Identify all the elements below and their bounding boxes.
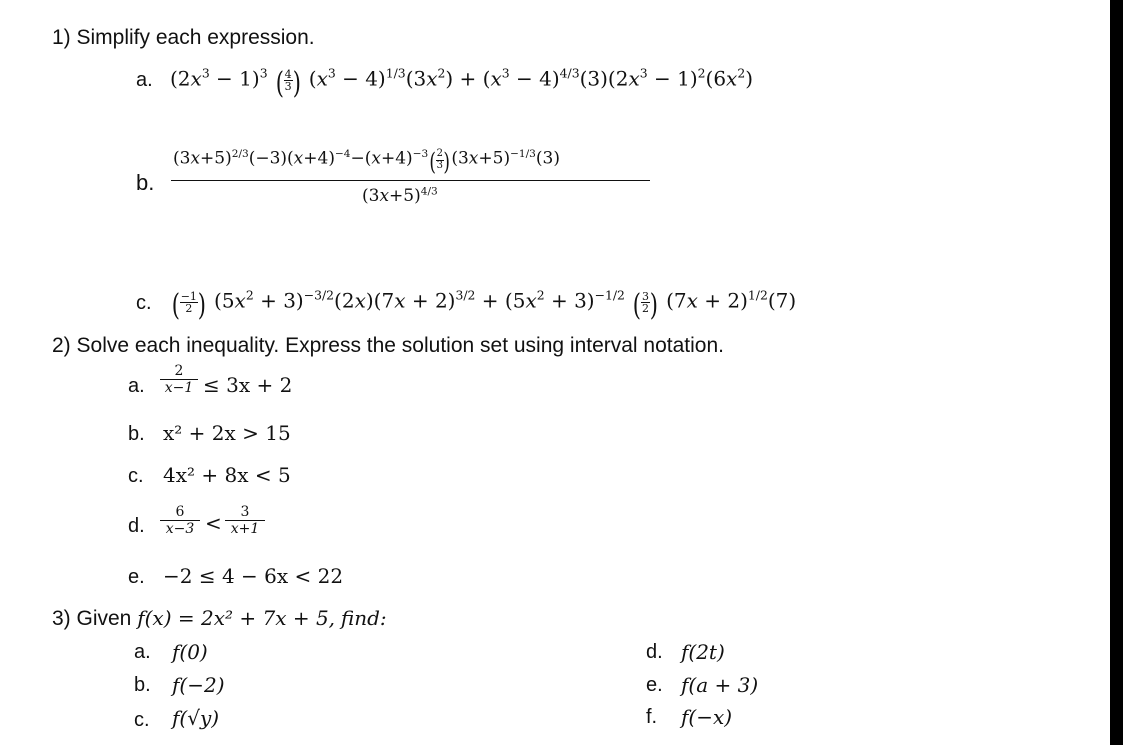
problem-2a-denominator: x−1: [164, 380, 194, 396]
problem-2e-label: e.: [128, 566, 145, 588]
problem-1a-expression: $(2x^3 - 1)^3$ ( $\frac{4}{3}$ ) $(x^3 - 4)^{1/3}(3x^2) + (x^3 - 4)^{4/3}(3)(2x^3 - 1)^2(6x^2)$: [170, 65, 754, 101]
problem-3-heading: [52, 606, 387, 631]
problem-3-heading-suffix: find:: [340, 606, 387, 630]
problem-2a-numerator: 2: [160, 363, 198, 380]
problem-2b-label: b.: [128, 423, 145, 445]
problem-2-heading: 2) Solve each inequality. Express the solution set using interval notation.: [52, 334, 724, 357]
problem-3d-expression: f(2t): [681, 640, 725, 664]
problem-1b-label: b.: [136, 170, 155, 195]
problem-2c-expression: 4x² + 8x < 5: [163, 463, 291, 487]
problem-2d-right-numerator: 3: [225, 504, 265, 521]
problem-2d-operator: <: [205, 511, 222, 535]
problem-3f-expression: f(−x): [681, 705, 733, 729]
problem-3c-expression: f(√y): [172, 706, 220, 730]
problem-3a-label: a.: [134, 641, 151, 663]
problem-2d-right-denominator: x+1: [230, 521, 260, 537]
problem-3a-expression: f(0): [172, 640, 208, 664]
problem-2d-left-denominator: x−3: [165, 521, 195, 537]
problem-2b-expression: x² + 2x > 15: [163, 421, 291, 445]
problem-3-function-definition: f(x) = 2x² + 7x + 5,: [137, 606, 336, 630]
problem-3e-label: e.: [646, 674, 663, 696]
problem-1c-label: c.: [136, 292, 152, 314]
problem-2c-label: c.: [128, 465, 144, 487]
problem-3b-expression: f(−2): [172, 673, 225, 697]
problem-1-heading: 1) Simplify each expression.: [52, 26, 315, 49]
problem-1a-label: a.: [136, 69, 153, 91]
problem-3f-label: f.: [646, 706, 658, 728]
problem-3c-label: c.: [134, 709, 150, 731]
problem-3e-expression: f(a + 3): [681, 673, 759, 697]
problem-2a-fraction: [160, 363, 198, 396]
problem-1c-expression: ( $\frac{-1}{2}$ ) $(5x^2 + 3)^{-3/2}(2x)(7x + 2)^{3/2} + (5x^2 + 3)^{-1/2}$ ( $\frac{3}{2}$ ) $(7x + 2)^{1/2}(7)$: [171, 287, 797, 323]
problem-3-heading-prefix: 3) Given: [52, 607, 132, 630]
problem-1b-numerator: $(3x+5)^{2/3}(-3)(x+4)^{-4}-(x+4)^{-3}$( $\frac{2}{3}$ )$(3x+5)^{-1/3}(3)$: [173, 148, 560, 176]
problem-2a-label: a.: [128, 375, 145, 397]
problem-2d-left-fraction: [160, 504, 200, 537]
right-edge-bar: [1110, 0, 1123, 745]
problem-2a-rhs: ≤ 3x + 2: [203, 373, 293, 397]
problem-3b-label: b.: [134, 674, 151, 696]
problem-2d-right-fraction: [225, 504, 265, 537]
problem-2d-label: d.: [128, 515, 145, 537]
problem-2e-expression: −2 ≤ 4 − 6x < 22: [163, 564, 344, 588]
problem-3d-label: d.: [646, 641, 663, 663]
problem-1b-fraction-bar: [171, 180, 650, 181]
problem-2d-left-numerator: 6: [160, 504, 200, 521]
problem-1b-denominator: $(3x+5)^{4/3}$: [362, 185, 438, 206]
